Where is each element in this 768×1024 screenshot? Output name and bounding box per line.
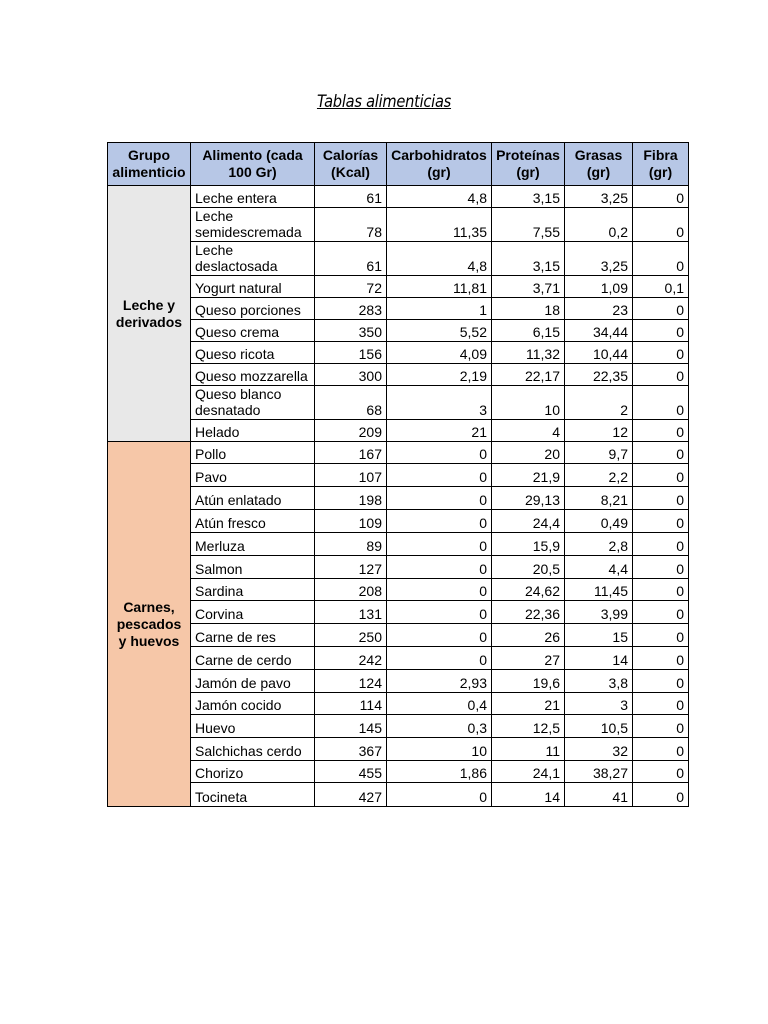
fat-cell: 3,99 [565, 601, 633, 624]
fiber-cell: 0,1 [633, 276, 689, 298]
protein-cell: 22,17 [492, 364, 565, 386]
carbs-cell: 0 [387, 510, 492, 533]
table-row [108, 556, 689, 579]
calories-cell: 283 [315, 298, 387, 320]
protein-cell: 24,4 [492, 510, 565, 533]
protein-cell: 14 [492, 783, 565, 807]
food-cell: Huevo [191, 715, 315, 738]
carbs-cell: 0 [387, 487, 492, 510]
table-row [108, 320, 689, 342]
carbs-cell: 4,8 [387, 186, 492, 208]
table-row [108, 670, 689, 693]
fiber-cell: 0 [633, 510, 689, 533]
protein-cell: 10 [492, 386, 565, 420]
food-cell: Pollo [191, 442, 315, 464]
calories-cell: 208 [315, 579, 387, 601]
protein-cell: 29,13 [492, 487, 565, 510]
fat-cell: 2,8 [565, 533, 633, 556]
fat-cell: 1,09 [565, 276, 633, 298]
carbs-cell: 0,3 [387, 715, 492, 738]
fat-cell: 3,8 [565, 670, 633, 693]
fiber-cell: 0 [633, 579, 689, 601]
protein-cell: 26 [492, 624, 565, 647]
fiber-cell: 0 [633, 464, 689, 487]
food-cell: Sardina [191, 579, 315, 601]
table-row [108, 693, 689, 715]
table-row [108, 276, 689, 298]
protein-cell: 6,15 [492, 320, 565, 342]
calories-cell: 61 [315, 242, 387, 276]
fat-cell: 0,49 [565, 510, 633, 533]
food-cell: Queso ricota [191, 342, 315, 364]
header-row [108, 143, 689, 186]
calories-cell: 167 [315, 442, 387, 464]
calories-cell: 198 [315, 487, 387, 510]
table-row [108, 186, 689, 208]
group-cell: Leche y derivados [108, 186, 191, 442]
protein-cell: 3,15 [492, 242, 565, 276]
food-cell: Corvina [191, 601, 315, 624]
calories-cell: 250 [315, 624, 387, 647]
fat-cell: 14 [565, 647, 633, 670]
carbs-cell: 0 [387, 442, 492, 464]
fat-cell: 10,5 [565, 715, 633, 738]
calories-cell: 109 [315, 510, 387, 533]
protein-cell: 4 [492, 420, 565, 442]
fat-cell: 8,21 [565, 487, 633, 510]
fiber-cell: 0 [633, 364, 689, 386]
header-food: Alimento (cada 100 Gr) [191, 143, 315, 186]
fiber-cell: 0 [633, 670, 689, 693]
protein-cell: 22,36 [492, 601, 565, 624]
calories-cell: 300 [315, 364, 387, 386]
calories-cell: 114 [315, 693, 387, 715]
carbs-cell: 0 [387, 783, 492, 807]
protein-cell: 24,62 [492, 579, 565, 601]
table-row [108, 442, 689, 464]
calories-cell: 455 [315, 761, 387, 783]
fat-cell: 34,44 [565, 320, 633, 342]
food-cell: Queso porciones [191, 298, 315, 320]
food-cell: Salmon [191, 556, 315, 579]
carbs-cell: 2,19 [387, 364, 492, 386]
table-row [108, 364, 689, 386]
food-cell: Queso blanco desnatado [191, 386, 315, 420]
fiber-cell: 0 [633, 761, 689, 783]
fat-cell: 3,25 [565, 186, 633, 208]
fat-cell: 38,27 [565, 761, 633, 783]
fiber-cell: 0 [633, 342, 689, 364]
header-carbs: Carbohidratos (gr) [387, 143, 492, 186]
calories-cell: 367 [315, 738, 387, 761]
food-cell: Salchichas cerdo [191, 738, 315, 761]
carbs-cell: 1,86 [387, 761, 492, 783]
food-cell: Pavo [191, 464, 315, 487]
food-cell: Tocineta [191, 783, 315, 807]
table-row [108, 487, 689, 510]
food-cell: Merluza [191, 533, 315, 556]
carbs-cell: 10 [387, 738, 492, 761]
protein-cell: 19,6 [492, 670, 565, 693]
fiber-cell: 0 [633, 186, 689, 208]
carbs-cell: 0,4 [387, 693, 492, 715]
fiber-cell: 0 [633, 624, 689, 647]
protein-cell: 3,71 [492, 276, 565, 298]
food-cell: Helado [191, 420, 315, 442]
carbs-cell: 0 [387, 556, 492, 579]
carbs-cell: 4,09 [387, 342, 492, 364]
fiber-cell: 0 [633, 715, 689, 738]
protein-cell: 3,15 [492, 186, 565, 208]
fat-cell: 0,2 [565, 208, 633, 242]
food-cell: Jamón cocido [191, 693, 315, 715]
table-body [108, 186, 689, 807]
fat-cell: 11,45 [565, 579, 633, 601]
fiber-cell: 0 [633, 601, 689, 624]
protein-cell: 20 [492, 442, 565, 464]
fat-cell: 32 [565, 738, 633, 761]
fat-cell: 12 [565, 420, 633, 442]
table-row [108, 342, 689, 364]
food-cell: Atún enlatado [191, 487, 315, 510]
table-row [108, 761, 689, 783]
calories-cell: 61 [315, 186, 387, 208]
protein-cell: 15,9 [492, 533, 565, 556]
protein-cell: 11,32 [492, 342, 565, 364]
calories-cell: 89 [315, 533, 387, 556]
food-cell: Leche semidescremada [191, 208, 315, 242]
fat-cell: 22,35 [565, 364, 633, 386]
fat-cell: 10,44 [565, 342, 633, 364]
carbs-cell: 2,93 [387, 670, 492, 693]
table-row [108, 242, 689, 276]
header-protein: Proteínas (gr) [492, 143, 565, 186]
protein-cell: 12,5 [492, 715, 565, 738]
food-cell: Yogurt natural [191, 276, 315, 298]
calories-cell: 127 [315, 556, 387, 579]
fiber-cell: 0 [633, 487, 689, 510]
food-cell: Chorizo [191, 761, 315, 783]
food-cell: Queso crema [191, 320, 315, 342]
calories-cell: 124 [315, 670, 387, 693]
protein-cell: 21,9 [492, 464, 565, 487]
fiber-cell: 0 [633, 386, 689, 420]
protein-cell: 18 [492, 298, 565, 320]
calories-cell: 131 [315, 601, 387, 624]
fat-cell: 9,7 [565, 442, 633, 464]
fat-cell: 15 [565, 624, 633, 647]
fat-cell: 4,4 [565, 556, 633, 579]
header-fiber: Fibra (gr) [633, 143, 689, 186]
calories-cell: 145 [315, 715, 387, 738]
header-calories: Calorías (Kcal) [315, 143, 387, 186]
protein-cell: 7,55 [492, 208, 565, 242]
table-row [108, 386, 689, 420]
fat-cell: 3,25 [565, 242, 633, 276]
calories-cell: 427 [315, 783, 387, 807]
table-row [108, 208, 689, 242]
table-row [108, 533, 689, 556]
protein-cell: 24,1 [492, 761, 565, 783]
protein-cell: 21 [492, 693, 565, 715]
header-group: Grupo alimenticio [108, 143, 191, 186]
table-row [108, 420, 689, 442]
fiber-cell: 0 [633, 442, 689, 464]
carbs-cell: 4,8 [387, 242, 492, 276]
fiber-cell: 0 [633, 693, 689, 715]
table-row [108, 464, 689, 487]
nutrition-table [107, 142, 689, 807]
fiber-cell: 0 [633, 320, 689, 342]
carbs-cell: 11,35 [387, 208, 492, 242]
fat-cell: 2,2 [565, 464, 633, 487]
carbs-cell: 3 [387, 386, 492, 420]
carbs-cell: 0 [387, 624, 492, 647]
fiber-cell: 0 [633, 738, 689, 761]
food-cell: Leche deslactosada [191, 242, 315, 276]
calories-cell: 107 [315, 464, 387, 487]
page-title: Tablas alimenticias [316, 92, 452, 112]
fiber-cell: 0 [633, 298, 689, 320]
table-row [108, 579, 689, 601]
fiber-cell: 0 [633, 783, 689, 807]
fiber-cell: 0 [633, 556, 689, 579]
table-row [108, 783, 689, 807]
carbs-cell: 0 [387, 533, 492, 556]
food-cell: Carne de cerdo [191, 647, 315, 670]
fiber-cell: 0 [633, 208, 689, 242]
calories-cell: 72 [315, 276, 387, 298]
calories-cell: 156 [315, 342, 387, 364]
carbs-cell: 0 [387, 464, 492, 487]
table-row [108, 298, 689, 320]
carbs-cell: 0 [387, 601, 492, 624]
carbs-cell: 0 [387, 579, 492, 601]
table-row [108, 738, 689, 761]
fat-cell: 3 [565, 693, 633, 715]
fiber-cell: 0 [633, 420, 689, 442]
calories-cell: 68 [315, 386, 387, 420]
table-row [108, 510, 689, 533]
table-row [108, 624, 689, 647]
fiber-cell: 0 [633, 533, 689, 556]
group-cell: Carnes, pescados y huevos [108, 442, 191, 807]
food-cell: Leche entera [191, 186, 315, 208]
protein-cell: 20,5 [492, 556, 565, 579]
protein-cell: 11 [492, 738, 565, 761]
table-row [108, 715, 689, 738]
fat-cell: 23 [565, 298, 633, 320]
protein-cell: 27 [492, 647, 565, 670]
calories-cell: 350 [315, 320, 387, 342]
header-fat: Grasas (gr) [565, 143, 633, 186]
carbs-cell: 0 [387, 647, 492, 670]
food-cell: Jamón de pavo [191, 670, 315, 693]
carbs-cell: 11,81 [387, 276, 492, 298]
fat-cell: 2 [565, 386, 633, 420]
food-cell: Atún fresco [191, 510, 315, 533]
fat-cell: 41 [565, 783, 633, 807]
calories-cell: 78 [315, 208, 387, 242]
fiber-cell: 0 [633, 647, 689, 670]
table-row [108, 647, 689, 670]
food-cell: Queso mozzarella [191, 364, 315, 386]
fiber-cell: 0 [633, 242, 689, 276]
carbs-cell: 21 [387, 420, 492, 442]
carbs-cell: 5,52 [387, 320, 492, 342]
calories-cell: 242 [315, 647, 387, 670]
calories-cell: 209 [315, 420, 387, 442]
carbs-cell: 1 [387, 298, 492, 320]
food-cell: Carne de res [191, 624, 315, 647]
table-row [108, 601, 689, 624]
